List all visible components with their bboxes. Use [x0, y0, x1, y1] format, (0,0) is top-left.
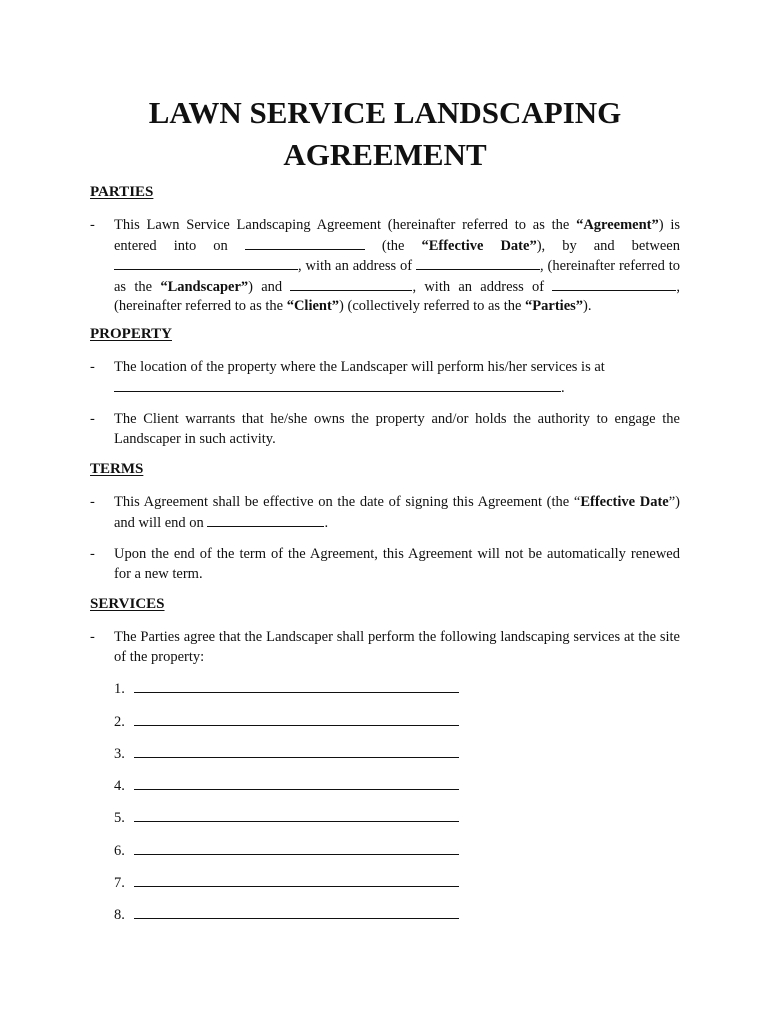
- document-title: [0, 92, 770, 176]
- terms-clause-1: [90, 493, 680, 533]
- service-blank[interactable]: [134, 712, 459, 726]
- parties-text: This Lawn Service Landscaping Agreement (hereinafter referred to as the “Agreement”) is entered into on (the “Effective Date”), by and between , with an address of , (hereinafter referred to as the “Landscaper”) and , with an address of , (hereinafter referred to as the “Client”) (collectively referred to as the “Parties”).: [114, 217, 681, 314]
- property-location-text: The location of the property where the Landscaper will perform his/her services is at: [114, 359, 605, 375]
- service-line-6: 6.: [114, 841, 474, 861]
- service-line-7: 7.: [114, 873, 474, 893]
- blank-property-location[interactable]: [114, 378, 561, 392]
- services-clause: [90, 628, 680, 667]
- list-dash: -: [90, 359, 95, 375]
- term-effective-date-2: Effective Date: [580, 494, 669, 510]
- service-line-4: 4.: [114, 776, 474, 796]
- blank-landscaper-name[interactable]: [114, 256, 298, 270]
- terms-renewal-text: Upon the end of the term of the Agreement, this Agreement will not be automatically renewed for a new term.: [114, 546, 680, 582]
- term-client: “Client”: [286, 298, 340, 314]
- services-text: The Parties agree that the Landscaper shall perform the following landscaping services at the site of the property:: [114, 629, 680, 665]
- service-blank[interactable]: [134, 808, 459, 822]
- service-line-3: 3.: [114, 744, 474, 764]
- term-agreement: “Agreement”: [576, 217, 659, 233]
- property-warranty-text: The Client warrants that he/she owns the property and/or holds the authority to engage the Landscaper in such activity.: [114, 411, 680, 447]
- service-blank[interactable]: [134, 679, 459, 693]
- service-blank[interactable]: [134, 744, 459, 758]
- service-blank[interactable]: [134, 905, 459, 919]
- title-line-2: AGREEMENT: [283, 137, 487, 172]
- term-landscaper: “Landscaper”: [160, 278, 249, 295]
- section-heading-property: PROPERTY: [90, 326, 172, 342]
- list-dash: -: [90, 629, 95, 645]
- section-heading-services: SERVICES: [90, 596, 165, 612]
- terms-effective-text: This Agreement shall be effective on the date of signing this Agreement (the “Effective Date”) and will end on .: [114, 494, 680, 531]
- term-effective-date: “Effective Date”: [421, 237, 537, 254]
- list-dash: -: [90, 546, 95, 562]
- section-heading-parties: PARTIES: [90, 184, 154, 200]
- property-clause-2: [90, 410, 680, 449]
- service-line-2: 2.: [114, 712, 474, 732]
- blank-client-name[interactable]: [290, 277, 412, 291]
- section-heading-terms: TERMS: [90, 461, 144, 477]
- service-blank[interactable]: [134, 873, 459, 887]
- blank-client-address[interactable]: [552, 277, 676, 291]
- service-blank[interactable]: [134, 776, 459, 790]
- blank-date[interactable]: [245, 236, 365, 250]
- list-dash: -: [90, 217, 95, 233]
- list-dash: -: [90, 411, 95, 427]
- service-line-1: 1.: [114, 679, 474, 699]
- property-clause-1: - The location of the property where the Landscaper will perform his/her services is at .: [90, 359, 605, 396]
- terms-clause-2: [90, 545, 680, 584]
- blank-end-date[interactable]: [207, 513, 324, 527]
- title-line-1: LAWN SERVICE LANDSCAPING: [148, 95, 622, 130]
- service-blank[interactable]: [134, 841, 459, 855]
- service-line-8: 8.: [114, 905, 474, 925]
- service-line-5: 5.: [114, 808, 474, 828]
- list-dash: -: [90, 494, 95, 510]
- term-parties: “Parties”: [525, 298, 584, 314]
- parties-clause: [90, 216, 680, 317]
- blank-landscaper-address[interactable]: [416, 256, 540, 270]
